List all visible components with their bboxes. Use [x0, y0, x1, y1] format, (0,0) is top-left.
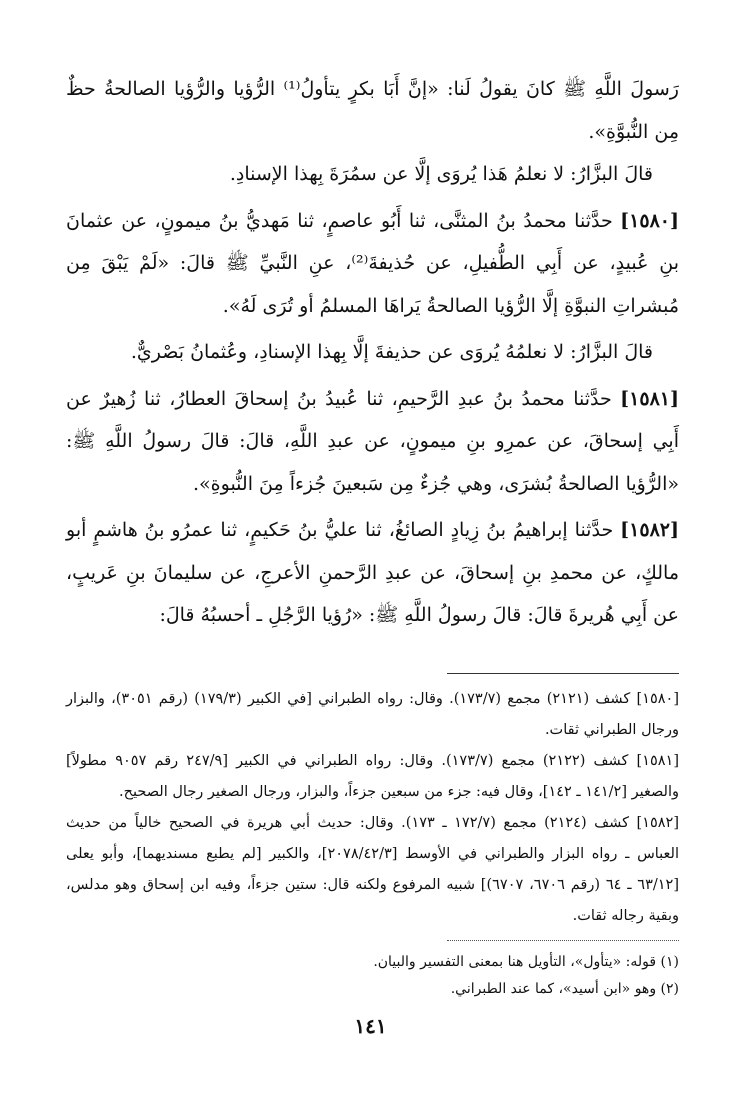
page [66, 68, 679, 1003]
hadith-1580 [66, 200, 679, 328]
hadith-number-1582: [١٥٨٢] [620, 519, 679, 541]
page-number: ١٤١ [354, 1014, 387, 1038]
hadith-1581 [66, 378, 679, 506]
takhrij-1580: [١٥٨٠] كشف (٢١٢١) مجمع (١٧٣/٧). وقال: رواه الطبراني [في الكبير (١٧٩/٣) (رقم ٣٠٥١)، والبزار ورجال الطبراني ثقات. [66, 690, 679, 738]
bazzar-comment-1: قالَ البزَّارُ: لا نعلمُ هَذا يُروَى إلَّا عن سمُرَةَ بِهذا الإسنادِ. [229, 163, 653, 185]
takhrij-section [66, 684, 679, 932]
hadith-number-1581: [١٥٨١] [620, 387, 679, 410]
hadith-number-1580: [١٥٨٠] [620, 209, 679, 232]
hadith-1582 [66, 509, 679, 637]
main-text [66, 68, 679, 637]
notes-section [66, 949, 679, 1003]
note-2: (٢) وهو «ابن أسيد»، كما عند الطبراني. [450, 980, 679, 997]
note-1: (١) قوله: «يتأول»، التأويل هنا بمعنى التفسير والبيان. [373, 953, 679, 970]
footnote-divider [447, 673, 679, 674]
takhrij-1582: [١٥٨٢] كشف (٢١٢٤) مجمع (١٧٢/٧ ـ ١٧٣). وقال: حديث أبي هريرة في الصحيح خالياً من حديث العباس ـ رواه البزار والطبراني في الأوسط [٢٠٧٨/٤٢/٣]، والكبير [لم يطبع مسنديهما]، وأبو يعلى [٦٣/١٢ ـ ٦٤ (رقم ٦٧٠٦، ٦٧٠٧)] شبيه المرفوع ولكنه قال: ستين جزءاً، وفيه ابن إسحاق وهو مدلس، وبقية رجاله ثقات. [66, 814, 680, 924]
hadith-text-1581: حدَّثنا محمدُ بنُ عبدِ الرَّحيمِ، ثنا عُبيدُ بنُ إسحاقَ العطارُ، ثنا زُهيرٌ عن أَبِي إسحاقَ، عن عمرِو بنِ ميمونٍ، عن عبدِ اللَّهِ، قالَ: قالَ رسولُ اللَّهِ ﷺ: «الرُّؤيا الصالحةُ بُشرَى، وهي جُزءٌ مِن سَبعينَ جُزءاً مِنَ النُّبوةِ». [66, 387, 679, 495]
hadith-text-1582: حدَّثنا إبراهيمُ بنُ زِيادٍ الصائغُ، ثنا عليُّ بنُ حَكيمٍ، ثنا عمرُو بنُ هاشمٍ أبو مالكٍ، عن محمدِ بنِ إسحاقَ، عن عبدِ الرَّحمنِ الأعرجِ، عن سليمانَ بنِ عَريبٍ، عن أَبِي هُريرةَ قالَ: قالَ رسولُ اللَّهِ ﷺ: «رُؤيا الرَّجُلِ ـ أحسبُهُ قالَ: [66, 519, 679, 626]
hadith-text-1580: حدَّثنا محمدُ بنُ المثنَّى، ثنا أَبُو عاصمٍ، ثنا مَهديُّ بنُ ميمونٍ، عن عثمانَ بنِ عُبيدٍ، عن أَبِي الطُّفيلِ، عن حُذيفةَ⁽²⁾، عنِ النَّبيِّ ﷺ قالَ: «لَمْ يَبْقَ مِن مُبشراتِ النبوَّةِ إلَّا الرُّؤيا الصالحةُ يَراهَا المسلمُ أو تُرَى لَهُ». [66, 209, 679, 317]
takhrij-1581: [١٥٨١] كشف (٢١٢٢) مجمع (١٧٣/٧). وقال: رواه الطبراني في الكبير [٢٤٧/٩ رقم ٩٠٥٧ مطولاً] والصغير [١٤١/٢ ـ ١٤٢]، وقال فيه: جزء من سبعين جزءاً، والبزار، ورجال الصغير رجال الصحيح. [66, 752, 679, 800]
notes-divider [447, 940, 679, 941]
bazzar-comment-2: قالَ البزَّارُ: لا نعلمُهُ يُروَى عن حذيفةَ إلَّا بِهذا الإسنادِ، وعُثمانُ بَصْريٌّ. [130, 341, 653, 363]
paragraph-continuation: رَسولَ اللَّهِ ﷺ كانَ يقولُ لَنا: «إنَّ أَبَا بكرٍ يتأولُ⁽¹⁾ الرُّؤيا والرُّؤيا الصالحةُ حظٌ مِن النُّبوَّةِ». [66, 78, 679, 143]
